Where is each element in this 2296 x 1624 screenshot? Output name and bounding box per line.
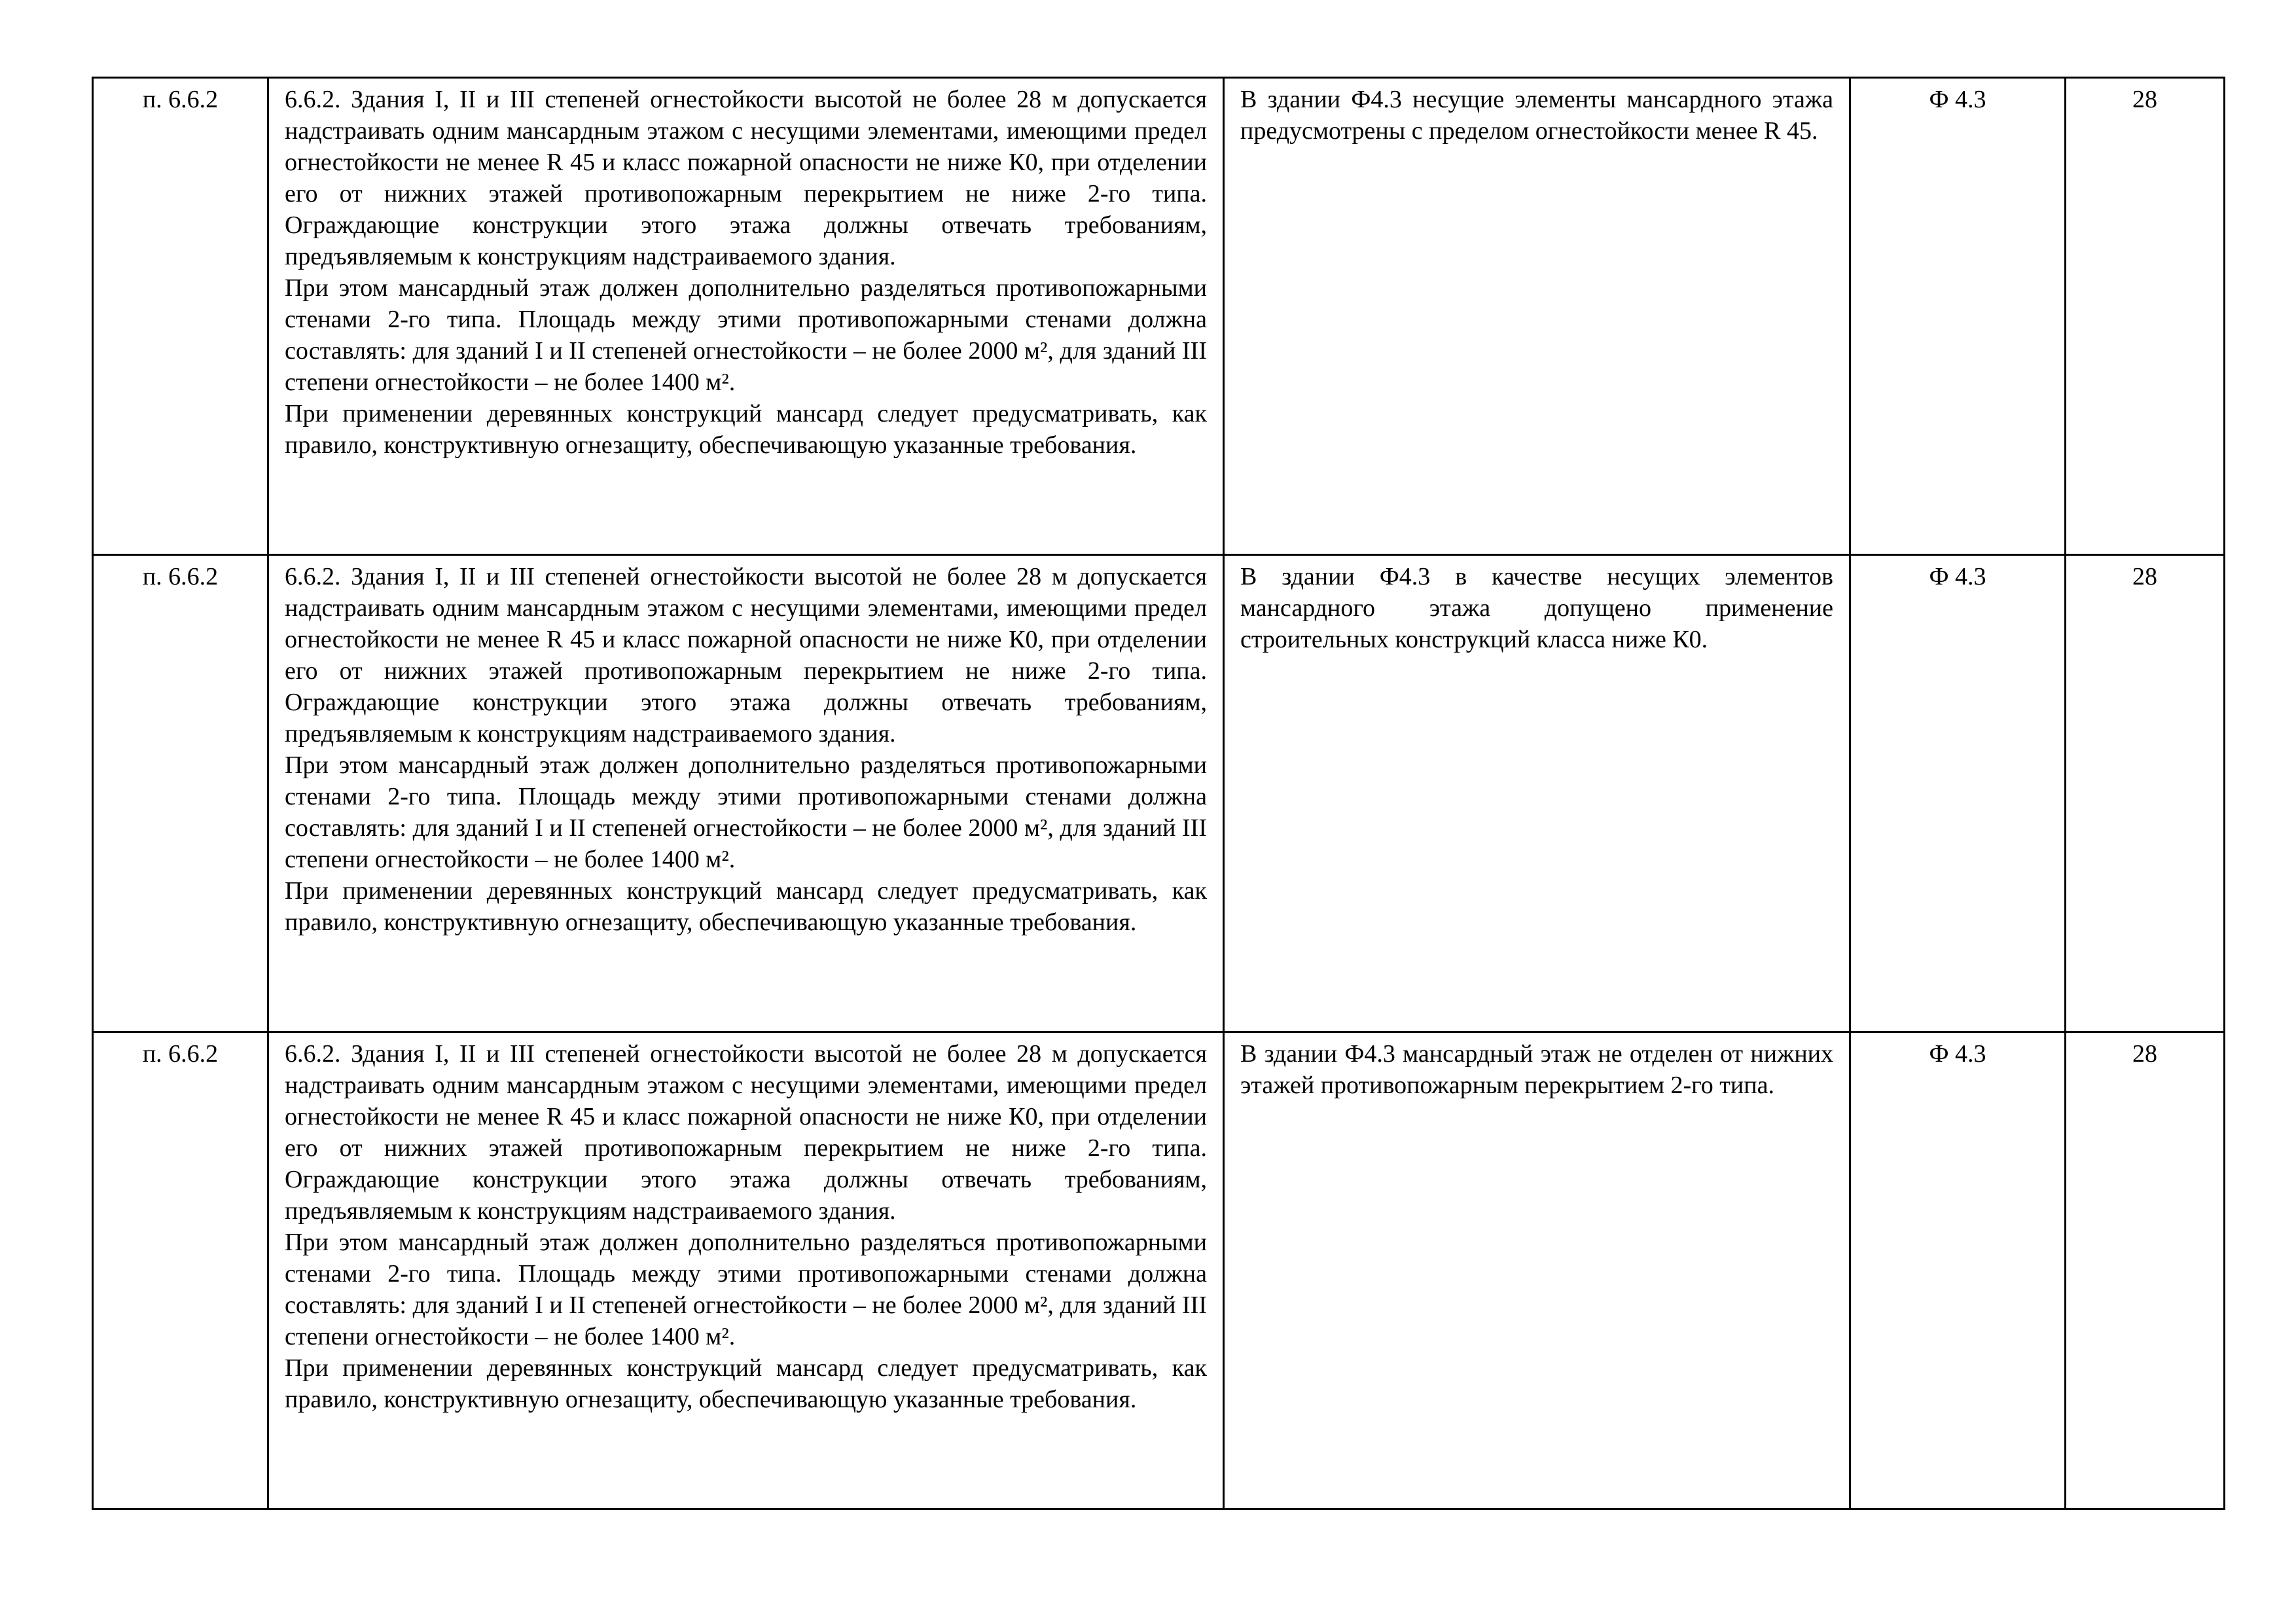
requirement-paragraph: При этом мансардный этаж должен дополнительно разделяться противопожарными стенами 2-го типа. Площадь между этими противопожарными стенами должна составлять: для зданий I и II степеней огнестойкости – не более 2000 м², для зданий III степени огнестойкости – не более 1400 м². bbox=[285, 751, 1207, 873]
requirement-text-cell bbox=[268, 555, 1224, 1032]
requirements-table bbox=[92, 77, 2225, 1510]
number-cell: 28 bbox=[2066, 78, 2225, 555]
requirement-paragraph: При применении деревянных конструкций мансард следует предусматривать, как правило, конструктивную огнезащиту, обеспечивающую указанные требования. bbox=[285, 877, 1207, 936]
requirement-paragraph: При этом мансардный этаж должен дополнительно разделяться противопожарными стенами 2-го типа. Площадь между этими противопожарными стенами должна составлять: для зданий I и II степеней огнестойкости – не более 2000 м², для зданий III степени огнестойкости – не более 1400 м². bbox=[285, 274, 1207, 396]
requirement-paragraph: При этом мансардный этаж должен дополнительно разделяться противопожарными стенами 2-го типа. Площадь между этими противопожарными стенами должна составлять: для зданий I и II степеней огнестойкости – не более 2000 м², для зданий III степени огнестойкости – не более 1400 м². bbox=[285, 1229, 1207, 1350]
violation-description-cell: В здании Ф4.3 мансардный этаж не отделен от нижних этажей противопожарным перекрытием 2-го типа. bbox=[1224, 1032, 1850, 1509]
functional-class-cell: Ф 4.3 bbox=[1850, 555, 2066, 1032]
requirement-text-cell bbox=[268, 1032, 1224, 1509]
functional-class-cell: Ф 4.3 bbox=[1850, 1032, 2066, 1509]
violation-description-cell: В здании Ф4.3 несущие элементы мансардного этажа предусмотрены с пределом огнестойкости менее R 45. bbox=[1224, 78, 1850, 555]
clause-ref-cell: п. 6.6.2 bbox=[93, 1032, 268, 1509]
requirement-paragraph: 6.6.2. Здания I, II и III степеней огнестойкости высотой не более 28 м допускается надстраивать одним мансардным этажом с несущими элементами, имеющими предел огнестойкости не менее R 45 и класс пожарной опасности не ниже К0, при отделении его от нижних этажей противопожарным перекрытием не ниже 2-го типа. Ограждающие конструкции этого этажа должны отвечать требованиям, предъявляемым к конструкциям надстраиваемого здания. bbox=[285, 563, 1207, 748]
clause-ref-cell: п. 6.6.2 bbox=[93, 555, 268, 1032]
number-cell: 28 bbox=[2066, 555, 2225, 1032]
requirement-paragraph: 6.6.2. Здания I, II и III степеней огнестойкости высотой не более 28 м допускается надстраивать одним мансардным этажом с несущими элементами, имеющими предел огнестойкости не менее R 45 и класс пожарной опасности не ниже К0, при отделении его от нижних этажей противопожарным перекрытием не ниже 2-го типа. Ограждающие конструкции этого этажа должны отвечать требованиям, предъявляемым к конструкциям надстраиваемого здания. bbox=[285, 1040, 1207, 1225]
table-row bbox=[93, 1032, 2225, 1509]
requirement-paragraph: При применении деревянных конструкций мансард следует предусматривать, как правило, конструктивную огнезащиту, обеспечивающую указанные требования. bbox=[285, 400, 1207, 459]
requirement-text-cell bbox=[268, 78, 1224, 555]
requirement-paragraph: 6.6.2. Здания I, II и III степеней огнестойкости высотой не более 28 м допускается надстраивать одним мансардным этажом с несущими элементами, имеющими предел огнестойкости не менее R 45 и класс пожарной опасности не ниже К0, при отделении его от нижних этажей противопожарным перекрытием не ниже 2-го типа. Ограждающие конструкции этого этажа должны отвечать требованиям, предъявляемым к конструкциям надстраиваемого здания. bbox=[285, 86, 1207, 270]
functional-class-cell: Ф 4.3 bbox=[1850, 78, 2066, 555]
violation-description-cell: В здании Ф4.3 в качестве несущих элементов мансардного этажа допущено применение строительных конструкций класса ниже К0. bbox=[1224, 555, 1850, 1032]
requirement-paragraph: При применении деревянных конструкций мансард следует предусматривать, как правило, конструктивную огнезащиту, обеспечивающую указанные требования. bbox=[285, 1354, 1207, 1413]
table-row bbox=[93, 78, 2225, 555]
table-row bbox=[93, 555, 2225, 1032]
number-cell: 28 bbox=[2066, 1032, 2225, 1509]
clause-ref-cell: п. 6.6.2 bbox=[93, 78, 268, 555]
